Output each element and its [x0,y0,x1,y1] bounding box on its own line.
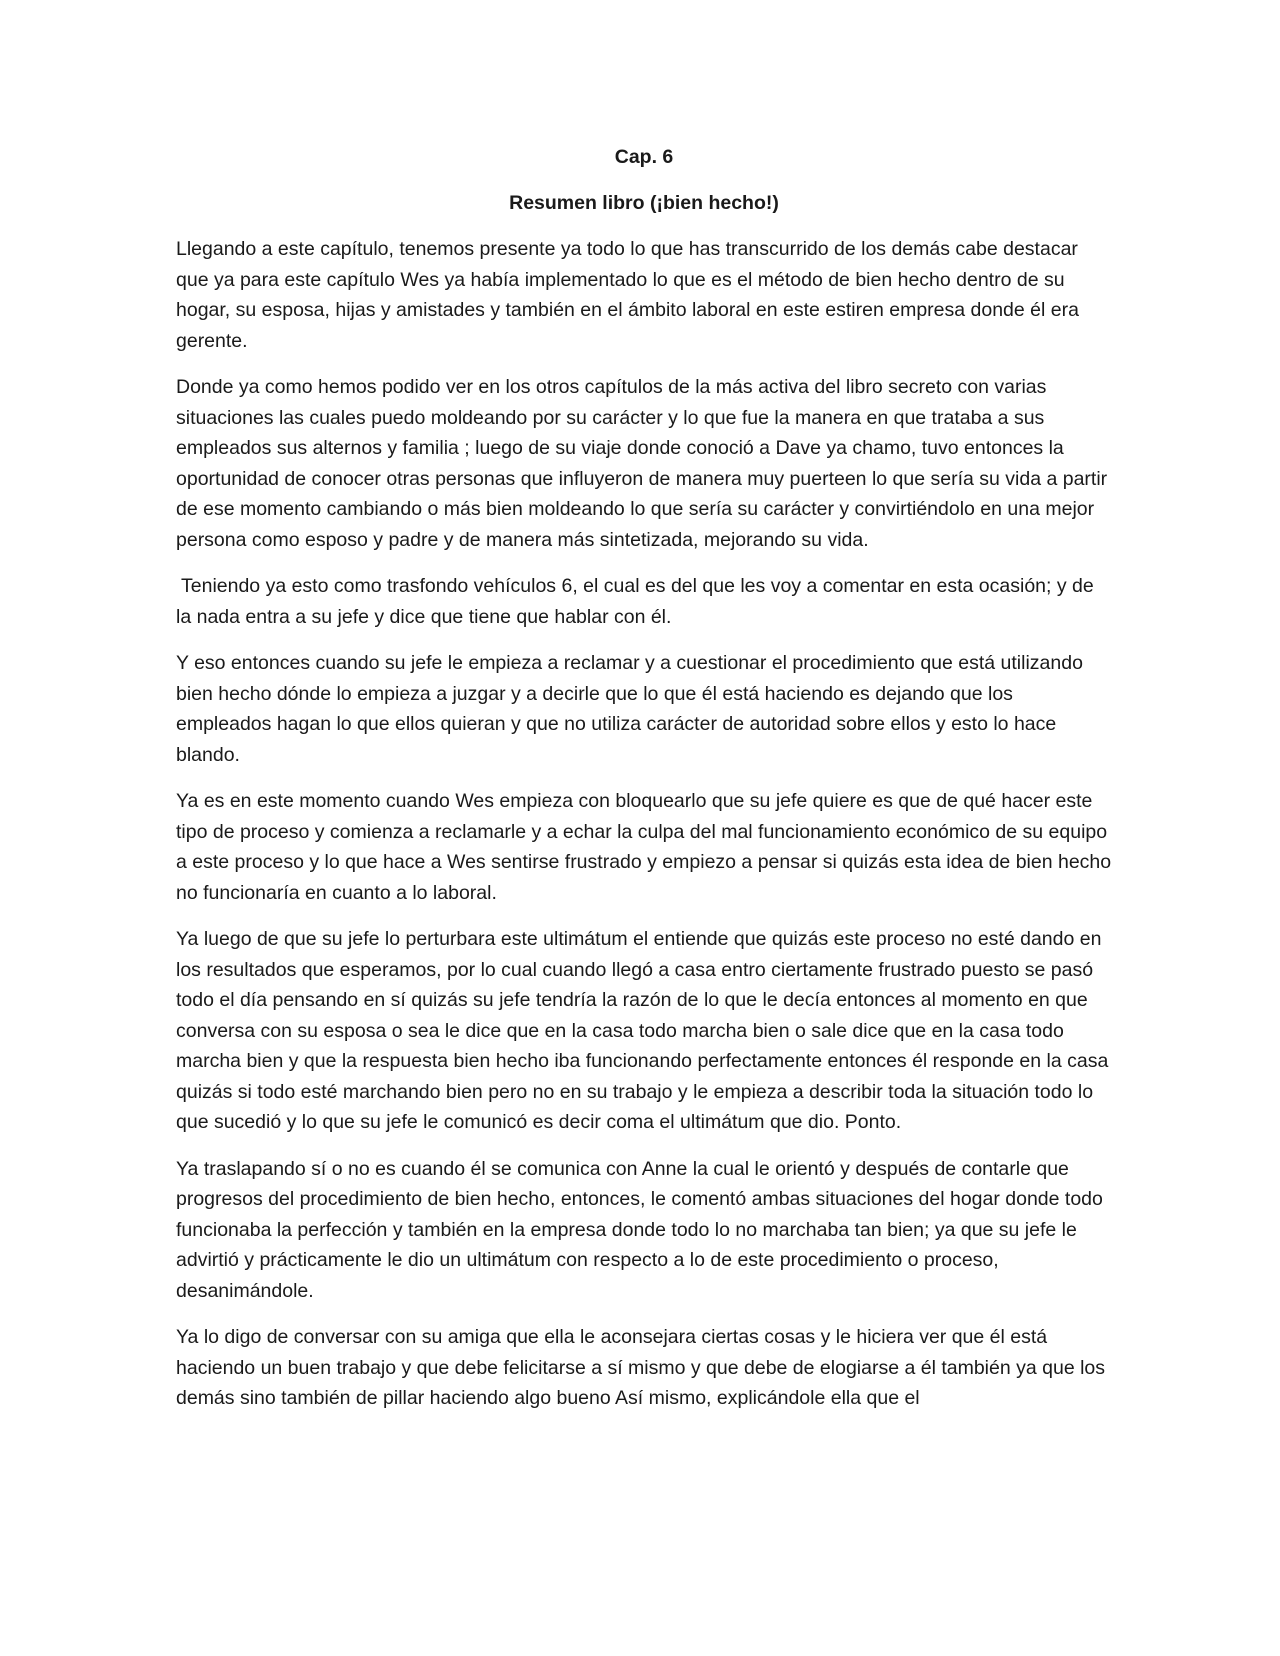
paragraph: Ya lo digo de conversar con su amiga que ella le aconsejara ciertas cosas y le hiciera ver que él está haciendo un buen trabajo y que debe felicitarse a sí mismo y que debe de elogiarse a él también ya que los demás sino también de pillar haciendo algo bueno Así mismo, explicándole ella que el [176,1326,1106,1409]
document-title: Resumen libro (¡bien hecho!) [509,192,779,214]
document-body [176,142,1112,1430]
paragraph: Y eso entonces cuando su jefe le empieza a reclamar y a cuestionar el procedimiento que está utilizando bien hecho dónde lo empieza a juzgar y a decirle que lo que él está haciendo es dejando que los empleados hagan lo que ellos quieran y que no utiliza carácter de autoridad sobre ellos y esto lo hace blando. [176,652,1083,766]
paragraph: Donde ya como hemos podido ver en los otros capítulos de la más activa del libro secreto con varias situaciones las cuales puedo moldeando por su carácter y lo que fue la manera en que trataba a sus empleados sus alternos y familia ; luego de su viaje donde conoció a Dave ya chamo, tuvo entonces la oportunidad de conocer otras personas que influyeron de manera muy puerteen lo que sería su vida a partir de ese momento cambiando o más bien moldeando lo que sería su carácter y convirtiéndolo en una mejor persona como esposo y padre y de manera más sintetizada, mejorando su vida. [176,376,1108,551]
paragraph: Ya traslapando sí o no es cuando él se comunica con Anne la cual le orientó y después de contarle que progresos del procedimiento de bien hecho, entonces, le comentó ambas situaciones del hogar donde todo funcionaba la perfección y también en la empresa donde todo lo no marchaba tan bien; ya que su jefe le advirtió y prácticamente le dio un ultimátum con respecto a lo de este procedimiento o proceso, desanimándole. [176,1157,1103,1302]
chapter-heading: Cap. 6 [614,146,674,168]
paragraph: Llegando a este capítulo, tenemos presente ya todo lo que has transcurrido de los demás cabe destacar que ya para este capítulo Wes ya había implementado lo que es el método de bien hecho dentro de su hogar, su esposa, hijas y amistades y también en el ámbito laboral en este estiren empresa donde él era gerente. [176,238,1079,352]
paragraph: Ya luego de que su jefe lo perturbara este ultimátum el entiende que quizás este proceso no esté dando en los resultados que esperamos, por lo cual cuando llegó a casa entro ciertamente frustrado puesto se pasó todo el día pensando en sí quizás su jefe tendría la razón de lo que le decía entonces al momento en que conversa con su esposa o sea le dice que en la casa todo marcha bien o sale dice que en la casa todo marcha bien y que la respuesta bien hecho iba funcionando perfectamente entonces él responde en la casa quizás si todo esté marchando bien pero no en su trabajo y le empieza a describir toda la situación todo lo que sucedió y lo que su jefe le comunicó es decir coma el ultimátum que dio. Ponto. [176,928,1109,1133]
paragraph: Ya es en este momento cuando Wes empieza con bloquearlo que su jefe quiere es que de qué hacer este tipo de proceso y comienza a reclamarle y a echar la culpa del mal funcionamiento económico de su equipo a este proceso y lo que hace a Wes sentirse frustrado y empiezo a pensar si quizás esta idea de bien hecho no funcionaría en cuanto a lo laboral. [176,790,1112,904]
paragraph: Teniendo ya esto como trasfondo vehículos 6, el cual es del que les voy a comentar en esta ocasión; y de la nada entra a su jefe y dice que tiene que hablar con él. [176,575,1094,628]
